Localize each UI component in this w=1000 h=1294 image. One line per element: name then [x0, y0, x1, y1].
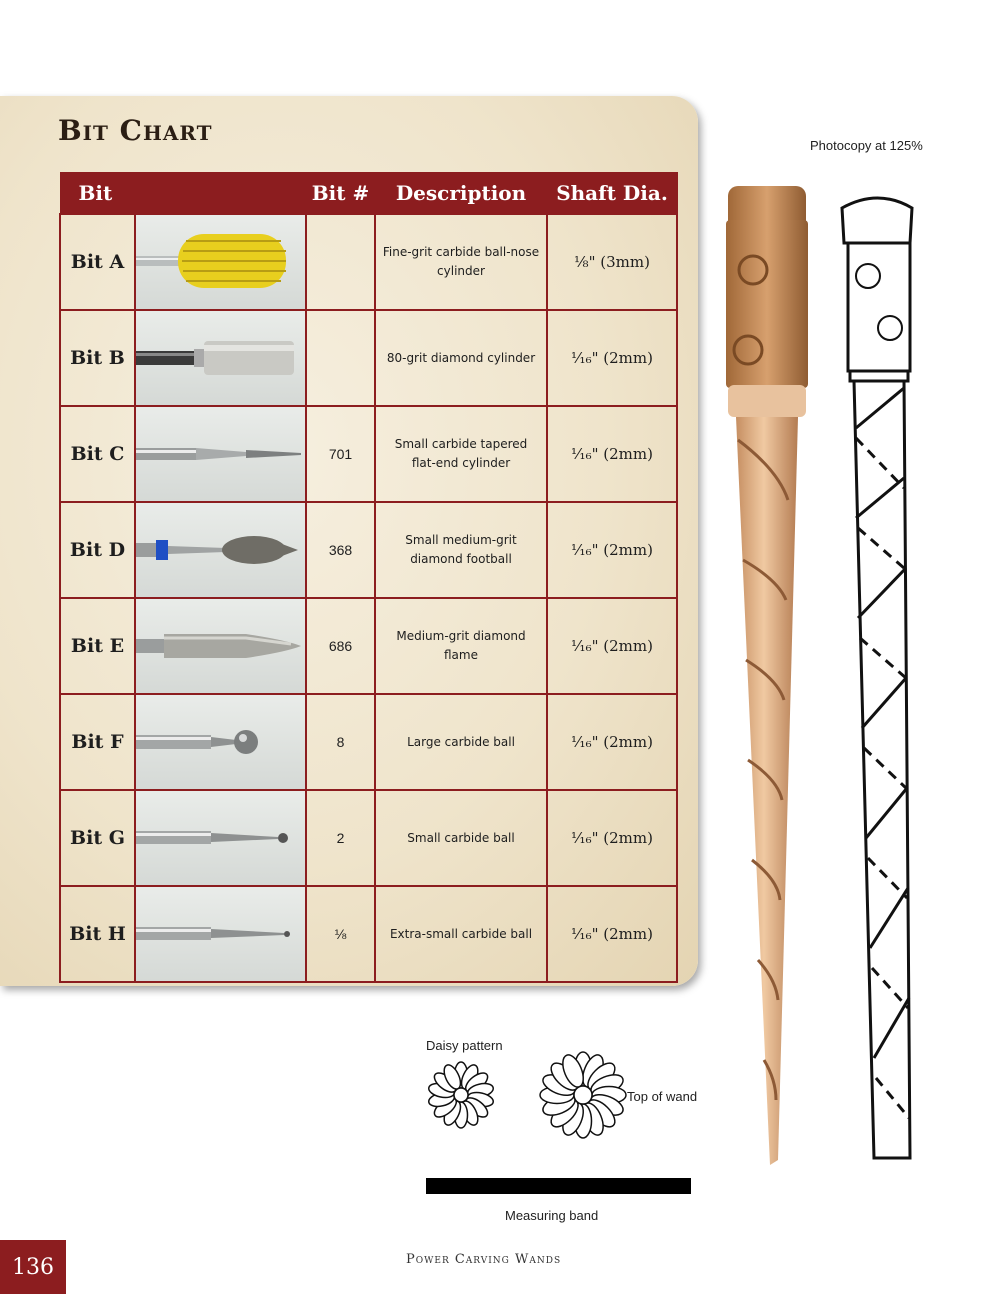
table-row — [60, 598, 677, 694]
table-row — [60, 886, 677, 982]
table-row — [60, 214, 677, 310]
bit-name: Bit A — [60, 214, 135, 310]
bit-description: Small carbide ball — [375, 790, 547, 886]
bit-description: Small carbide tapered flat-end cylinder — [375, 406, 547, 502]
bit-name: Bit H — [60, 886, 135, 982]
bit-photo — [135, 502, 306, 598]
small-carbide-ball-bit-image — [136, 792, 307, 884]
table-row — [60, 406, 677, 502]
wand-pattern-drawing — [838, 188, 918, 1163]
top-of-wand-label: Top of wand — [627, 1089, 698, 1104]
bit-name: Bit B — [60, 310, 135, 406]
page-title: Bit Chart — [58, 114, 213, 147]
bit-photo — [135, 214, 306, 310]
bit-name: Bit D — [60, 502, 135, 598]
bit-photo — [135, 790, 306, 886]
shaft-diameter: ⅛" (3mm) — [547, 214, 677, 310]
bit-name: Bit G — [60, 790, 135, 886]
bit-description: Large carbide ball — [375, 694, 547, 790]
top-of-wand-daisy-icon — [538, 1050, 628, 1140]
bit-number — [306, 214, 375, 310]
bit-photo — [135, 406, 306, 502]
bit-photo — [135, 886, 306, 982]
bit-description: Medium-grit diamond flame — [375, 598, 547, 694]
shaft-diameter: ¹⁄₁₆" (2mm) — [547, 694, 677, 790]
tapered-carbide-bit-image — [136, 408, 307, 500]
bit-description: Fine-grit carbide ball-nose cylinder — [375, 214, 547, 310]
header-bit-number: Bit # — [306, 173, 375, 215]
measuring-band-label: Measuring band — [505, 1208, 599, 1223]
bit-number: 8 — [306, 694, 375, 790]
shaft-diameter: ¹⁄₁₆" (2mm) — [547, 598, 677, 694]
bit-description: Small medium-grit diamond football — [375, 502, 547, 598]
header-shaft-dia: Shaft Dia. — [547, 173, 677, 215]
table-row — [60, 502, 677, 598]
running-title: Power Carving Wands — [406, 1252, 562, 1267]
bit-number: 2 — [306, 790, 375, 886]
bit-number: 686 — [306, 598, 375, 694]
shaft-diameter: ¹⁄₁₆" (2mm) — [547, 790, 677, 886]
bit-name: Bit E — [60, 598, 135, 694]
table-row — [60, 310, 677, 406]
shaft-diameter: ¹⁄₁₆" (2mm) — [547, 886, 677, 982]
measuring-band — [426, 1178, 691, 1194]
header-description: Description — [375, 173, 547, 215]
page-number: 136 — [0, 1240, 66, 1294]
diamond-flame-bit-image — [136, 600, 307, 692]
bit-description: Extra-small carbide ball — [375, 886, 547, 982]
carved-wand-photo — [718, 180, 818, 1170]
bit-number: ⅛ — [306, 886, 375, 982]
bit-name: Bit C — [60, 406, 135, 502]
daisy-pattern-icon — [426, 1060, 496, 1130]
bit-number — [306, 310, 375, 406]
bit-description: 80-grit diamond cylinder — [375, 310, 547, 406]
shaft-diameter: ¹⁄₁₆" (2mm) — [547, 406, 677, 502]
bit-chart-table — [59, 172, 678, 983]
bit-name: Bit F — [60, 694, 135, 790]
bit-photo — [135, 310, 306, 406]
diamond-football-bit-image — [136, 504, 307, 596]
photocopy-note: Photocopy at 125% — [810, 138, 923, 153]
large-carbide-ball-bit-image — [136, 696, 307, 788]
bit-photo — [135, 694, 306, 790]
bit-number: 368 — [306, 502, 375, 598]
shaft-diameter: ¹⁄₁₆" (2mm) — [547, 310, 677, 406]
yellow-carbide-cylinder-bit-image — [136, 216, 307, 308]
header-bit: Bit — [60, 173, 306, 215]
bit-number: 701 — [306, 406, 375, 502]
extra-small-carbide-ball-bit-image — [136, 888, 307, 980]
bit-photo — [135, 598, 306, 694]
table-row — [60, 694, 677, 790]
daisy-pattern-label: Daisy pattern — [426, 1038, 503, 1053]
shaft-diameter: ¹⁄₁₆" (2mm) — [547, 502, 677, 598]
diamond-cylinder-bit-image — [136, 312, 307, 404]
table-row — [60, 790, 677, 886]
